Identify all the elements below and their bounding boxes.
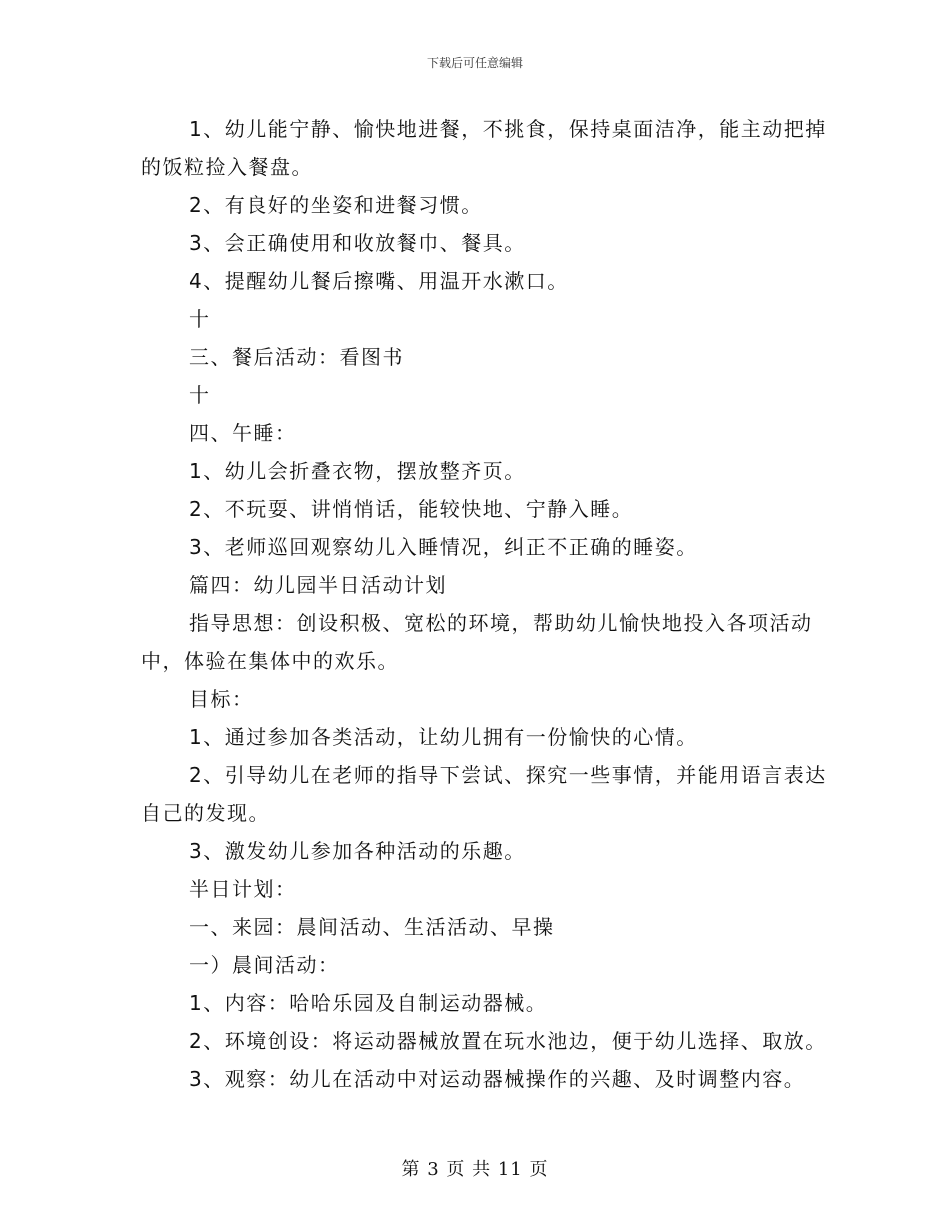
paragraph: 3、老师巡回观察幼儿入睡情况，纠正不正确的睡姿。 xyxy=(189,535,698,559)
paragraph: 3、会正确使用和收放餐巾、餐具。 xyxy=(189,231,526,255)
paragraph: 2、引导幼儿在老师的指导下尝试、探究一些事情，并能用语言表达自己的发现。 xyxy=(141,763,827,825)
paragraph: 3、观察：幼儿在活动中对运动器械操作的兴趣、及时调整内容。 xyxy=(189,1067,806,1091)
paragraph: 半日计划： xyxy=(189,877,297,901)
paragraph: 1、幼儿能宁静、愉快地进餐，不挑食，保持桌面洁净，能主动把掉的饭粒捡入餐盘。 xyxy=(141,117,827,179)
paragraph: 一、来园：晨间活动、生活活动、早操 xyxy=(189,915,555,939)
paragraph: 三、餐后活动：看图书 xyxy=(189,345,404,369)
paragraph: 2、不玩耍、讲悄悄话，能较快地、宁静入睡。 xyxy=(189,497,634,521)
paragraph: 2、有良好的坐姿和进餐习惯。 xyxy=(189,193,483,217)
page-header: 下载后可任意编辑 xyxy=(426,56,523,70)
paragraph: 4、提醒幼儿餐后擦嘴、用温开水漱口。 xyxy=(189,269,569,293)
paragraph: 3、激发幼儿参加各种活动的乐趣。 xyxy=(189,839,526,863)
paragraph: 一）晨间活动： xyxy=(189,953,340,977)
document-body xyxy=(141,110,831,1098)
paragraph: 2、环境创设：将运动器械放置在玩水池边，便于幼儿选择、取放。 xyxy=(189,1029,827,1053)
section-heading: 篇四：幼儿园半日活动计划 xyxy=(189,573,447,597)
paragraph: 1、幼儿会折叠衣物，摆放整齐页。 xyxy=(189,459,526,483)
paragraph: 指导思想：创设积极、宽松的环境，帮助幼儿愉快地投入各项活动中，体验在集体中的欢乐。 xyxy=(141,611,813,673)
paragraph: 十 xyxy=(189,383,211,407)
paragraph: 目标： xyxy=(189,687,254,711)
paragraph: 1、通过参加各类活动，让幼儿拥有一份愉快的心情。 xyxy=(189,725,698,749)
page-number: 第 3 页 共 11 页 xyxy=(401,1159,549,1180)
paragraph: 1、内容：哈哈乐园及自制运动器械。 xyxy=(189,991,548,1015)
paragraph: 十 xyxy=(189,307,211,331)
paragraph: 四、午睡： xyxy=(189,421,297,445)
